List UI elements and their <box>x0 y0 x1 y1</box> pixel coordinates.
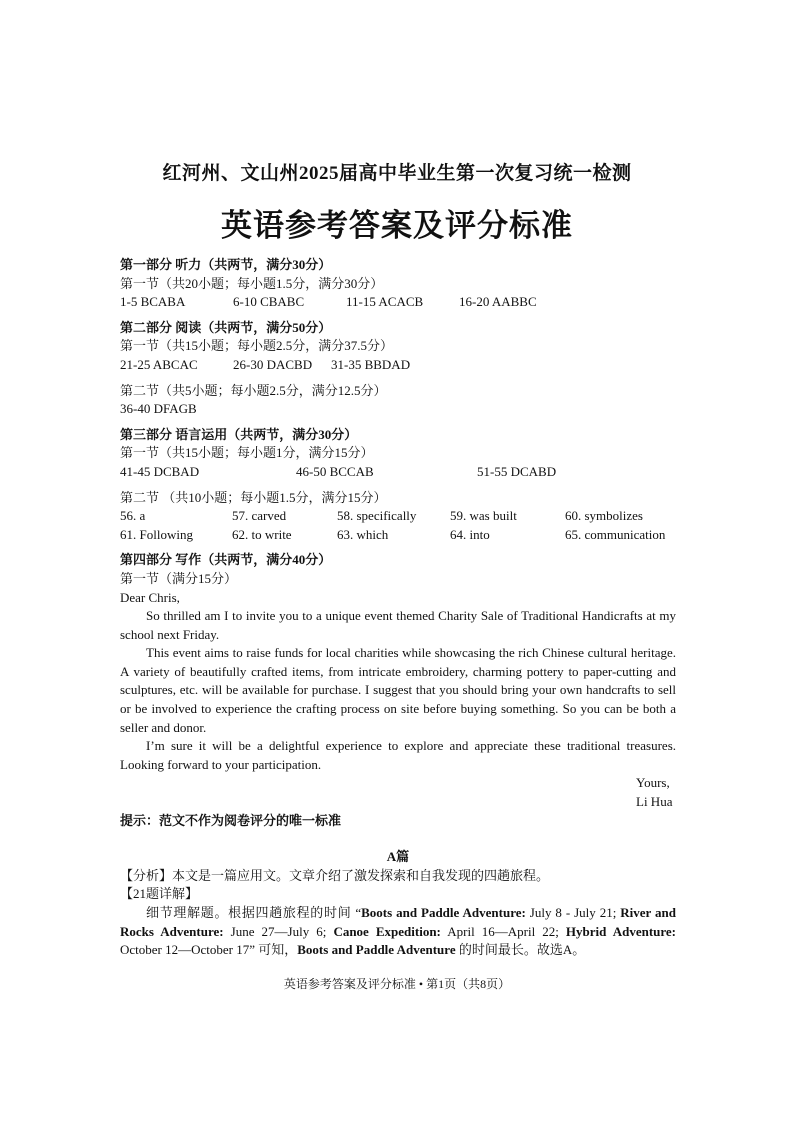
answer-item: 61. Following <box>120 526 193 542</box>
answer-group: 11-15 ACACB <box>346 294 424 310</box>
answer-item: 63. which <box>337 526 389 542</box>
part2-section2: 第二节（共5小题；每小题2.5分，满分12.5分） <box>120 382 387 398</box>
answer-group: 31-35 BBDAD <box>331 356 411 372</box>
answer-item: 56. a <box>120 508 146 524</box>
answer-item: 60. symbolizes <box>565 508 643 524</box>
part3-section2: 第二节 （共10小题；每小题1.5分，满分15分） <box>120 489 387 505</box>
answer-group: 51-55 DCABD <box>477 463 557 479</box>
answer-item: 64. into <box>450 526 490 542</box>
sample-tip: 提示：范文不作为阅卷评分的唯一标准 <box>120 812 342 828</box>
answer-content <box>120 256 676 960</box>
answer-item: 58. specifically <box>337 508 417 524</box>
exam-title: 红河州、文山州2025届高中毕业生第一次复习统一检测 <box>162 163 632 184</box>
part2-section2-answers: 36-40 DFAGB <box>120 401 197 417</box>
letter-paragraph: So thrilled am I to invite you to a unique event themed Charity Sale of Traditional Handicrafts at my school next Friday. <box>120 608 676 642</box>
part2-section1: 第一节（共15小题；每小题2.5分，满分37.5分） <box>120 338 394 354</box>
answer-item: 65. communication <box>565 526 666 542</box>
question-21-explanation: 细节理解题。根据四趟旅程的时间 “Boots and Paddle Adventure: July 8 - July 21; River and Rocks Adventure: June 27—July 6; Canoe Expedition: April 16—April 22; Hybrid Adventure: October 12—October 17” 可知，Boots and Paddle Adventure 的时间最长。故选A。 <box>120 905 677 958</box>
answer-group: 26-30 DACBD <box>233 356 313 372</box>
part2-section1-answers <box>120 356 676 375</box>
letter-paragraph: This event aims to raise funds for local charities while showcasing the rich Chinese cultural heritage. A variety of beautifully crafted items, from intricate embroidery, charming pottery to paper-cutting and sculptures, etc. will be available for purchase. I suggest that you should bring your own handcrafts to sell or be involved to experience the crafting process on site before buying something. So you can be both a seller and donor. <box>120 645 676 735</box>
letter-greeting: Dear Chris, <box>120 589 180 605</box>
answer-group: 16-20 AABBC <box>459 294 537 310</box>
document-title: 英语参考答案及评分标准 <box>221 208 573 243</box>
answer-group: 21-25 ABCAC <box>120 356 198 372</box>
answer-group: 6-10 CBABC <box>233 294 305 310</box>
answer-item: 59. was built <box>450 508 517 524</box>
part3-section2-row2 <box>120 526 676 545</box>
passage-title: A篇 <box>386 849 410 865</box>
part3-section2-row1 <box>120 507 676 526</box>
letter-signature: Li Hua <box>636 794 673 810</box>
page-footer: 英语参考答案及评分标准 • 第1页（共8页） <box>283 977 511 991</box>
answer-item: 62. to write <box>232 526 292 542</box>
answer-group: 1-5 BCABA <box>120 294 186 310</box>
part3-section1: 第一节（共15小题；每小题1分，满分15分） <box>120 445 374 461</box>
letter-closing: Yours, <box>636 775 670 791</box>
answer-group: 46-50 BCCAB <box>296 463 374 479</box>
answer-group: 41-45 DCBAD <box>120 463 200 479</box>
part1-heading: 第一部分 听力（共两节，满分30分） <box>120 257 332 272</box>
letter-paragraph: I’m sure it will be a delightful experience to explore and appreciate these traditional treasures. Looking forward to your participation. <box>120 738 676 772</box>
part2-heading: 第二部分 阅读（共两节，满分50分） <box>120 319 332 335</box>
part4-heading: 第四部分 写作（共两节，满分40分） <box>120 552 332 568</box>
answer-item: 57. carved <box>232 508 287 524</box>
part4-section1: 第一节（满分15分） <box>120 570 238 586</box>
question-21-title: 【21题详解】 <box>120 886 199 902</box>
part3-heading: 第三部分 语言运用（共两节，满分30分） <box>120 426 358 442</box>
part3-section1-answers <box>120 463 676 482</box>
part1-answers <box>120 293 676 312</box>
passage-analysis: 【分析】本文是一篇应用文。文章介绍了激发探索和自我发现的四趟旅程。 <box>120 867 550 883</box>
part1-section1: 第一节（共20小题；每小题1.5分，满分30分） <box>120 275 384 291</box>
